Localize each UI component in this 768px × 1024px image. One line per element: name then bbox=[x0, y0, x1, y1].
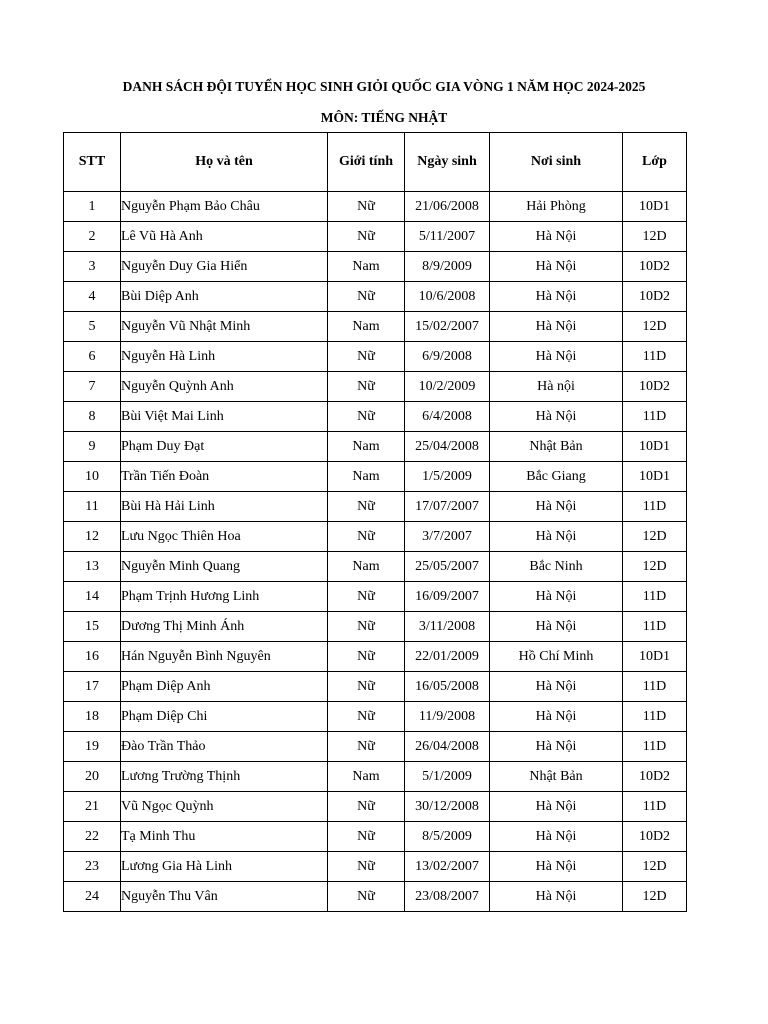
cell-place-of-birth: Hà Nội bbox=[490, 672, 623, 702]
cell-stt: 11 bbox=[64, 492, 121, 522]
cell-stt: 24 bbox=[64, 882, 121, 912]
cell-stt: 16 bbox=[64, 642, 121, 672]
cell-gender: Nữ bbox=[328, 852, 405, 882]
cell-full-name: Lê Vũ Hà Anh bbox=[121, 222, 328, 252]
cell-class: 10D2 bbox=[623, 252, 687, 282]
cell-full-name: Lương Gia Hà Linh bbox=[121, 852, 328, 882]
cell-class: 12D bbox=[623, 552, 687, 582]
cell-full-name: Bùi Diệp Anh bbox=[121, 282, 328, 312]
cell-gender: Nữ bbox=[328, 612, 405, 642]
cell-full-name: Nguyễn Minh Quang bbox=[121, 552, 328, 582]
header-place-of-birth: Nơi sinh bbox=[490, 133, 623, 192]
cell-gender: Nam bbox=[328, 432, 405, 462]
cell-class: 11D bbox=[623, 492, 687, 522]
cell-full-name: Bùi Hà Hải Linh bbox=[121, 492, 328, 522]
table-row bbox=[64, 552, 687, 582]
cell-class: 10D1 bbox=[623, 462, 687, 492]
cell-class: 12D bbox=[623, 522, 687, 552]
cell-class: 11D bbox=[623, 792, 687, 822]
cell-gender: Nam bbox=[328, 762, 405, 792]
cell-stt: 13 bbox=[64, 552, 121, 582]
cell-full-name: Lưu Ngọc Thiên Hoa bbox=[121, 522, 328, 552]
header-gender: Giới tính bbox=[328, 133, 405, 192]
header-class: Lớp bbox=[623, 133, 687, 192]
table-row bbox=[64, 522, 687, 552]
cell-date-of-birth: 8/9/2009 bbox=[405, 252, 490, 282]
cell-date-of-birth: 16/09/2007 bbox=[405, 582, 490, 612]
cell-date-of-birth: 1/5/2009 bbox=[405, 462, 490, 492]
table-row bbox=[64, 372, 687, 402]
cell-place-of-birth: Bắc Ninh bbox=[490, 552, 623, 582]
cell-class: 10D1 bbox=[623, 432, 687, 462]
table-row bbox=[64, 462, 687, 492]
cell-gender: Nữ bbox=[328, 672, 405, 702]
table-row bbox=[64, 192, 687, 222]
cell-stt: 9 bbox=[64, 432, 121, 462]
cell-full-name: Nguyễn Hà Linh bbox=[121, 342, 328, 372]
cell-gender: Nữ bbox=[328, 792, 405, 822]
cell-class: 10D1 bbox=[623, 192, 687, 222]
table-row bbox=[64, 672, 687, 702]
table-row bbox=[64, 702, 687, 732]
cell-place-of-birth: Hà nội bbox=[490, 372, 623, 402]
cell-full-name: Lương Trường Thịnh bbox=[121, 762, 328, 792]
header-date-of-birth: Ngày sinh bbox=[405, 133, 490, 192]
cell-gender: Nữ bbox=[328, 642, 405, 672]
cell-class: 11D bbox=[623, 732, 687, 762]
table-row bbox=[64, 312, 687, 342]
cell-stt: 8 bbox=[64, 402, 121, 432]
table-row bbox=[64, 252, 687, 282]
cell-place-of-birth: Hà Nội bbox=[490, 702, 623, 732]
cell-full-name: Phạm Duy Đạt bbox=[121, 432, 328, 462]
cell-stt: 6 bbox=[64, 342, 121, 372]
cell-full-name: Phạm Diệp Anh bbox=[121, 672, 328, 702]
student-roster-table bbox=[63, 132, 687, 912]
cell-date-of-birth: 22/01/2009 bbox=[405, 642, 490, 672]
cell-stt: 15 bbox=[64, 612, 121, 642]
cell-stt: 19 bbox=[64, 732, 121, 762]
table-row bbox=[64, 642, 687, 672]
table-row bbox=[64, 402, 687, 432]
cell-place-of-birth: Hà Nội bbox=[490, 282, 623, 312]
cell-full-name: Phạm Trịnh Hương Linh bbox=[121, 582, 328, 612]
cell-gender: Nữ bbox=[328, 222, 405, 252]
cell-place-of-birth: Hà Nội bbox=[490, 222, 623, 252]
cell-stt: 12 bbox=[64, 522, 121, 552]
cell-class: 11D bbox=[623, 582, 687, 612]
table-row bbox=[64, 822, 687, 852]
table-row bbox=[64, 342, 687, 372]
cell-place-of-birth: Nhật Bản bbox=[490, 432, 623, 462]
table-row bbox=[64, 852, 687, 882]
cell-gender: Nữ bbox=[328, 522, 405, 552]
cell-full-name: Nguyễn Quỳnh Anh bbox=[121, 372, 328, 402]
cell-place-of-birth: Hà Nội bbox=[490, 492, 623, 522]
cell-date-of-birth: 6/4/2008 bbox=[405, 402, 490, 432]
cell-stt: 4 bbox=[64, 282, 121, 312]
cell-date-of-birth: 23/08/2007 bbox=[405, 882, 490, 912]
cell-place-of-birth: Hải Phòng bbox=[490, 192, 623, 222]
table-body bbox=[64, 192, 687, 912]
cell-place-of-birth: Hà Nội bbox=[490, 252, 623, 282]
table-row bbox=[64, 792, 687, 822]
cell-date-of-birth: 16/05/2008 bbox=[405, 672, 490, 702]
cell-gender: Nam bbox=[328, 552, 405, 582]
cell-date-of-birth: 15/02/2007 bbox=[405, 312, 490, 342]
cell-full-name: Hán Nguyễn Bình Nguyên bbox=[121, 642, 328, 672]
cell-gender: Nữ bbox=[328, 822, 405, 852]
table-row bbox=[64, 282, 687, 312]
cell-gender: Nữ bbox=[328, 492, 405, 522]
cell-date-of-birth: 13/02/2007 bbox=[405, 852, 490, 882]
cell-date-of-birth: 21/06/2008 bbox=[405, 192, 490, 222]
cell-full-name: Dương Thị Minh Ánh bbox=[121, 612, 328, 642]
cell-stt: 22 bbox=[64, 822, 121, 852]
cell-gender: Nữ bbox=[328, 282, 405, 312]
cell-full-name: Vũ Ngọc Quỳnh bbox=[121, 792, 328, 822]
cell-full-name: Phạm Diệp Chi bbox=[121, 702, 328, 732]
table-row bbox=[64, 582, 687, 612]
cell-class: 10D2 bbox=[623, 822, 687, 852]
cell-date-of-birth: 3/7/2007 bbox=[405, 522, 490, 552]
cell-place-of-birth: Hà Nội bbox=[490, 792, 623, 822]
cell-full-name: Đào Trần Thảo bbox=[121, 732, 328, 762]
cell-date-of-birth: 25/04/2008 bbox=[405, 432, 490, 462]
cell-gender: Nữ bbox=[328, 342, 405, 372]
cell-date-of-birth: 10/2/2009 bbox=[405, 372, 490, 402]
cell-gender: Nữ bbox=[328, 582, 405, 612]
cell-place-of-birth: Hà Nội bbox=[490, 522, 623, 552]
cell-class: 12D bbox=[623, 852, 687, 882]
table-row bbox=[64, 222, 687, 252]
cell-place-of-birth: Hà Nội bbox=[490, 402, 623, 432]
cell-stt: 17 bbox=[64, 672, 121, 702]
table-row bbox=[64, 432, 687, 462]
cell-stt: 18 bbox=[64, 702, 121, 732]
cell-date-of-birth: 10/6/2008 bbox=[405, 282, 490, 312]
cell-place-of-birth: Nhật Bản bbox=[490, 762, 623, 792]
cell-stt: 3 bbox=[64, 252, 121, 282]
cell-class: 11D bbox=[623, 342, 687, 372]
cell-date-of-birth: 25/05/2007 bbox=[405, 552, 490, 582]
cell-stt: 1 bbox=[64, 192, 121, 222]
cell-date-of-birth: 6/9/2008 bbox=[405, 342, 490, 372]
cell-gender: Nam bbox=[328, 312, 405, 342]
cell-gender: Nữ bbox=[328, 372, 405, 402]
cell-full-name: Bùi Việt Mai Linh bbox=[121, 402, 328, 432]
table-header-row bbox=[64, 133, 687, 192]
cell-place-of-birth: Hà Nội bbox=[490, 612, 623, 642]
cell-gender: Nữ bbox=[328, 732, 405, 762]
cell-place-of-birth: Hà Nội bbox=[490, 342, 623, 372]
table-row bbox=[64, 762, 687, 792]
cell-place-of-birth: Hà Nội bbox=[490, 732, 623, 762]
document-title: DANH SÁCH ĐỘI TUYỂN HỌC SINH GIỎI QUỐC GIA VÒNG 1 NĂM HỌC 2024-2025 bbox=[122, 79, 646, 94]
cell-class: 11D bbox=[623, 612, 687, 642]
cell-gender: Nữ bbox=[328, 882, 405, 912]
cell-place-of-birth: Hà Nội bbox=[490, 582, 623, 612]
cell-date-of-birth: 30/12/2008 bbox=[405, 792, 490, 822]
cell-gender: Nữ bbox=[328, 702, 405, 732]
cell-date-of-birth: 11/9/2008 bbox=[405, 702, 490, 732]
cell-full-name: Nguyễn Vũ Nhật Minh bbox=[121, 312, 328, 342]
cell-full-name: Nguyễn Phạm Bảo Châu bbox=[121, 192, 328, 222]
cell-full-name: Tạ Minh Thu bbox=[121, 822, 328, 852]
cell-gender: Nữ bbox=[328, 402, 405, 432]
table-row bbox=[64, 732, 687, 762]
cell-gender: Nam bbox=[328, 462, 405, 492]
cell-stt: 14 bbox=[64, 582, 121, 612]
cell-class: 11D bbox=[623, 702, 687, 732]
cell-stt: 21 bbox=[64, 792, 121, 822]
document-subtitle: MÔN: TIẾNG NHẬT bbox=[320, 110, 448, 125]
cell-stt: 10 bbox=[64, 462, 121, 492]
cell-class: 12D bbox=[623, 882, 687, 912]
cell-class: 10D2 bbox=[623, 372, 687, 402]
cell-class: 12D bbox=[623, 312, 687, 342]
cell-place-of-birth: Hà Nội bbox=[490, 312, 623, 342]
cell-class: 11D bbox=[623, 402, 687, 432]
cell-place-of-birth: Hà Nội bbox=[490, 882, 623, 912]
table-row bbox=[64, 882, 687, 912]
cell-full-name: Trần Tiến Đoàn bbox=[121, 462, 328, 492]
table-row bbox=[64, 612, 687, 642]
cell-stt: 20 bbox=[64, 762, 121, 792]
cell-class: 11D bbox=[623, 672, 687, 702]
cell-date-of-birth: 5/11/2007 bbox=[405, 222, 490, 252]
cell-stt: 5 bbox=[64, 312, 121, 342]
cell-full-name: Nguyễn Duy Gia Hiển bbox=[121, 252, 328, 282]
cell-date-of-birth: 5/1/2009 bbox=[405, 762, 490, 792]
header-full-name: Họ và tên bbox=[121, 133, 328, 192]
cell-date-of-birth: 17/07/2007 bbox=[405, 492, 490, 522]
cell-place-of-birth: Hồ Chí Minh bbox=[490, 642, 623, 672]
cell-full-name: Nguyễn Thu Vân bbox=[121, 882, 328, 912]
header-stt: STT bbox=[64, 133, 121, 192]
cell-stt: 23 bbox=[64, 852, 121, 882]
cell-class: 10D2 bbox=[623, 282, 687, 312]
cell-date-of-birth: 8/5/2009 bbox=[405, 822, 490, 852]
cell-place-of-birth: Hà Nội bbox=[490, 822, 623, 852]
cell-stt: 7 bbox=[64, 372, 121, 402]
cell-place-of-birth: Bắc Giang bbox=[490, 462, 623, 492]
cell-place-of-birth: Hà Nội bbox=[490, 852, 623, 882]
cell-class: 12D bbox=[623, 222, 687, 252]
cell-date-of-birth: 26/04/2008 bbox=[405, 732, 490, 762]
cell-class: 10D1 bbox=[623, 642, 687, 672]
cell-gender: Nữ bbox=[328, 192, 405, 222]
cell-stt: 2 bbox=[64, 222, 121, 252]
cell-class: 10D2 bbox=[623, 762, 687, 792]
table-row bbox=[64, 492, 687, 522]
cell-date-of-birth: 3/11/2008 bbox=[405, 612, 490, 642]
cell-gender: Nam bbox=[328, 252, 405, 282]
